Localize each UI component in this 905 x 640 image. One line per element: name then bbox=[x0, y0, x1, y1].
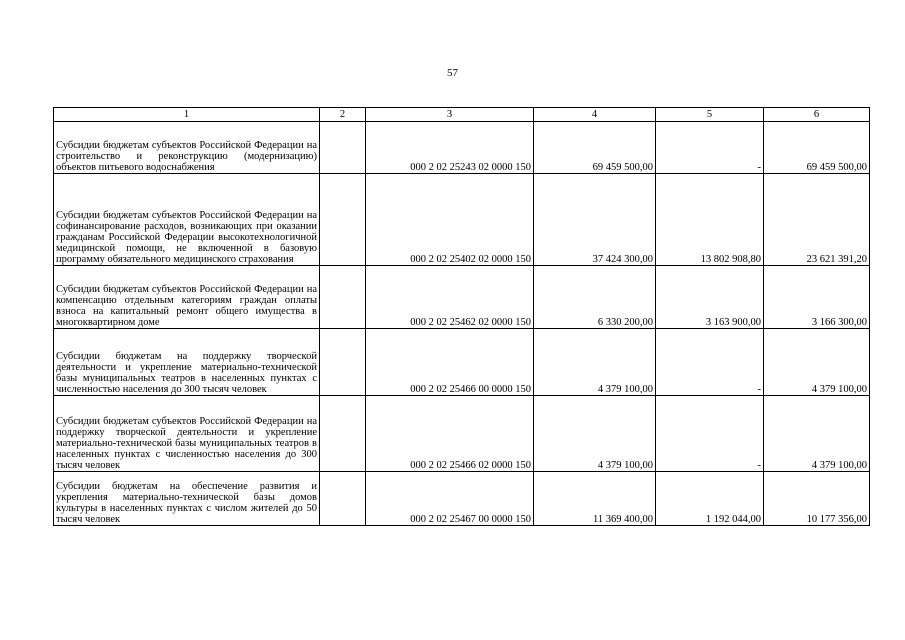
row-name: Субсидии бюджетам субъектов Российской Федерации на строительство и реконструкцию (модернизацию) объектов питьевого водоснабжения bbox=[54, 122, 320, 174]
table-header-row bbox=[54, 108, 870, 122]
row-col2 bbox=[320, 329, 366, 396]
row-name: Субсидии бюджетам на поддержку творческой деятельности и укрепление материально-технической базы муниципальных театров в населенных пунктах с численностью населения до 300 тысяч человек bbox=[54, 329, 320, 396]
column-header-1: 1 bbox=[54, 108, 320, 122]
row-value-5: 3 163 900,00 bbox=[656, 266, 764, 329]
row-name: Субсидии бюджетам субъектов Российской Федерации на компенсацию отдельным категориям граждан оплаты взноса на капитальный ремонт общего имущества в многоквартирном доме bbox=[54, 266, 320, 329]
row-value-6: 4 379 100,00 bbox=[764, 329, 870, 396]
column-header-6: 6 bbox=[764, 108, 870, 122]
row-code: 000 2 02 25466 02 0000 150 bbox=[366, 396, 534, 472]
row-col2 bbox=[320, 174, 366, 266]
column-header-5: 5 bbox=[656, 108, 764, 122]
row-value-5: - bbox=[656, 329, 764, 396]
row-code: 000 2 02 25466 00 0000 150 bbox=[366, 329, 534, 396]
row-value-4: 4 379 100,00 bbox=[534, 329, 656, 396]
column-header-2: 2 bbox=[320, 108, 366, 122]
row-value-6: 69 459 500,00 bbox=[764, 122, 870, 174]
row-value-6: 10 177 356,00 bbox=[764, 472, 870, 526]
row-code: 000 2 02 25243 02 0000 150 bbox=[366, 122, 534, 174]
row-value-5: 1 192 044,00 bbox=[656, 472, 764, 526]
row-name: Субсидии бюджетам субъектов Российской Федерации на софинансирование расходов, возникающих при оказании гражданам Российской Федерации высокотехнологичной медицинской помощи, не включенной в базовую программу обязательного медицинского страхования bbox=[54, 174, 320, 266]
row-value-5: - bbox=[656, 122, 764, 174]
row-value-5: - bbox=[656, 396, 764, 472]
table-row bbox=[54, 472, 870, 526]
table-row bbox=[54, 329, 870, 396]
row-value-4: 37 424 300,00 bbox=[534, 174, 656, 266]
table-row bbox=[54, 266, 870, 329]
table-row bbox=[54, 122, 870, 174]
table-row bbox=[54, 396, 870, 472]
row-name: Субсидии бюджетам на обеспечение развития и укрепления материально-технической базы домов культуры в населенных пунктах с числом жителей до 50 тысяч человек bbox=[54, 472, 320, 526]
row-col2 bbox=[320, 266, 366, 329]
row-value-4: 6 330 200,00 bbox=[534, 266, 656, 329]
table-row bbox=[54, 174, 870, 266]
column-header-3: 3 bbox=[366, 108, 534, 122]
row-value-6: 4 379 100,00 bbox=[764, 396, 870, 472]
row-code: 000 2 02 25402 02 0000 150 bbox=[366, 174, 534, 266]
row-value-4: 4 379 100,00 bbox=[534, 396, 656, 472]
row-value-6: 23 621 391,20 bbox=[764, 174, 870, 266]
row-value-6: 3 166 300,00 bbox=[764, 266, 870, 329]
row-name: Субсидии бюджетам субъектов Российской Федерации на поддержку творческой деятельности и укрепление материально-технической базы муниципальных театров в населенных пунктах с численностью населения до 300 тысяч человек bbox=[54, 396, 320, 472]
row-code: 000 2 02 25462 02 0000 150 bbox=[366, 266, 534, 329]
budget-table bbox=[53, 107, 870, 526]
row-col2 bbox=[320, 122, 366, 174]
row-code: 000 2 02 25467 00 0000 150 bbox=[366, 472, 534, 526]
page-number: 57 bbox=[447, 67, 458, 79]
row-col2 bbox=[320, 396, 366, 472]
row-value-4: 69 459 500,00 bbox=[534, 122, 656, 174]
row-value-5: 13 802 908,80 bbox=[656, 174, 764, 266]
row-col2 bbox=[320, 472, 366, 526]
column-header-4: 4 bbox=[534, 108, 656, 122]
row-value-4: 11 369 400,00 bbox=[534, 472, 656, 526]
